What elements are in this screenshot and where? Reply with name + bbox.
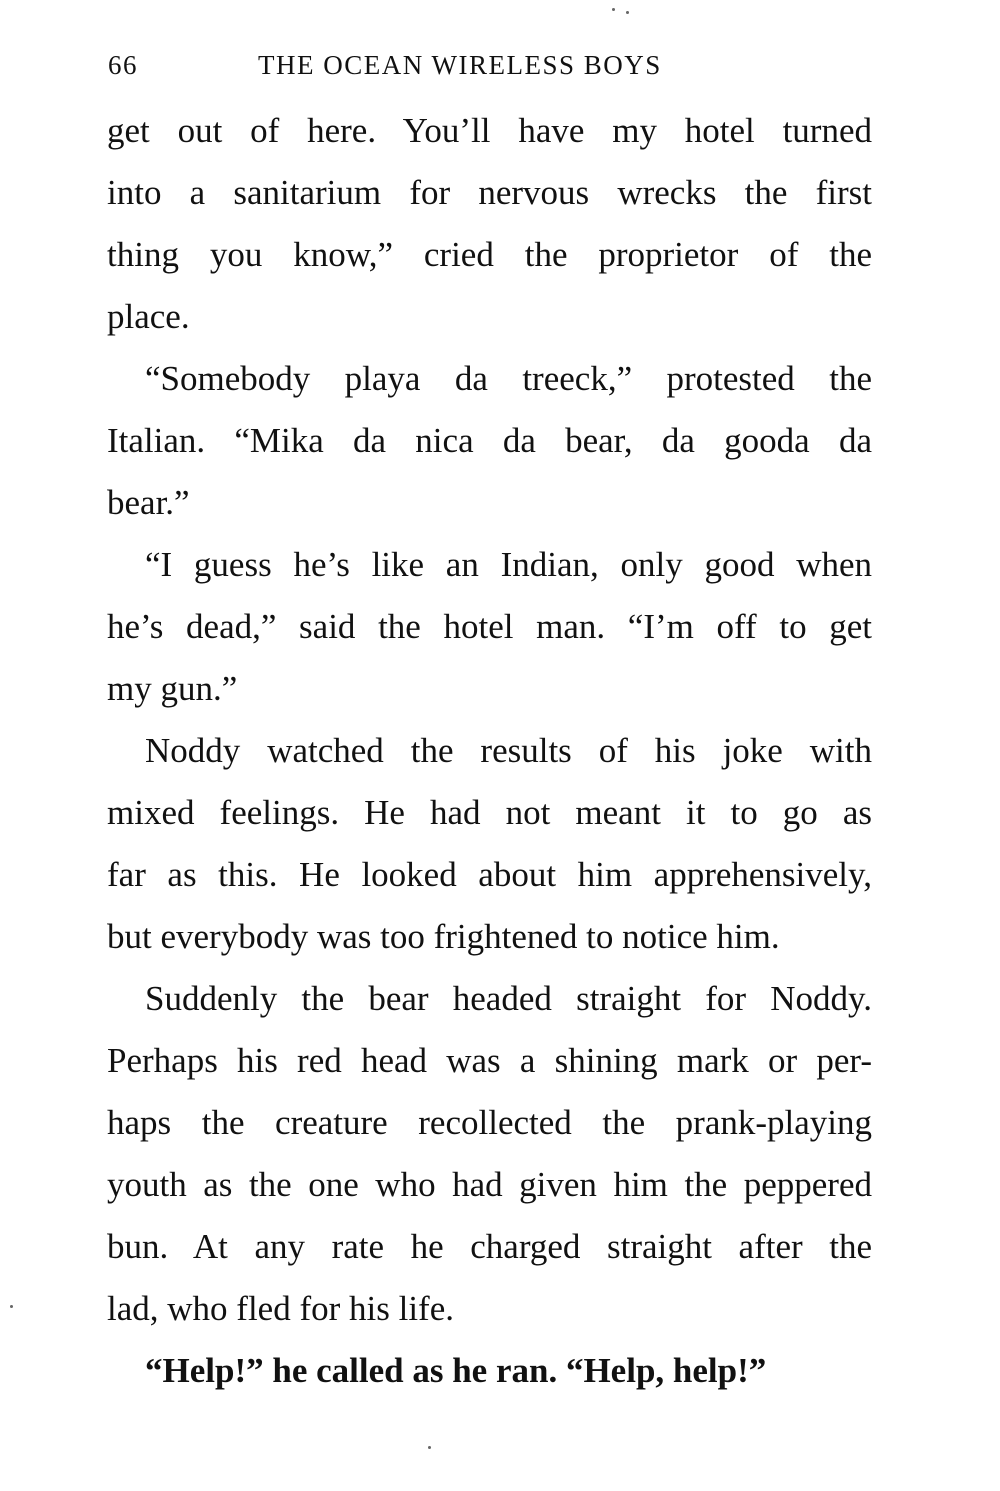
paragraph [107,100,872,348]
book-title: THE OCEAN WIRELESS BOYS [258,50,662,80]
text-line: my gun.” [107,669,238,708]
text-line: get out of here. You’ll have my hotel turned [107,111,872,150]
text-line: mixed feelings. He had not meant it to go as [107,793,872,832]
print-speck [10,1305,13,1308]
text-line: thing you know,” cried the proprietor of the [107,235,872,274]
text-line: far as this. He looked about him apprehensively, [107,855,872,894]
text-line: haps the creature recollected the prank-playing [107,1103,872,1142]
print-speck [612,8,615,11]
text-line: place. [107,297,190,336]
text-line: Noddy watched the results of his joke with [145,731,872,770]
text-line: “Somebody playa da treeck,” protested the [145,359,872,398]
paragraph [107,348,872,534]
text-line: he’s dead,” said the hotel man. “I’m off to get [107,607,872,646]
body-text [107,100,872,1402]
text-line: Perhaps his red head was a shining mark or per- [107,1041,872,1080]
page-number: 66 [108,50,138,80]
text-line: but everybody was too frightened to notice him. [107,917,780,956]
paragraph [107,968,872,1340]
text-line: bear.” [107,483,190,522]
text-line: into a sanitarium for nervous wrecks the first [107,173,872,212]
text-line: lad, who fled for his life. [107,1289,454,1328]
text-line: youth as the one who had given him the peppered [107,1165,872,1204]
text-line: “I guess he’s like an Indian, only good when [145,545,872,584]
paragraph [107,1340,872,1402]
paragraph [107,534,872,720]
print-speck [626,11,629,14]
paragraph [107,720,872,968]
text-line: Italian. “Mika da nica da bear, da gooda da [107,421,872,460]
print-speck [428,1446,431,1449]
text-line: “Help!” he called as he ran. “Help, help!” [145,1351,767,1390]
text-line: Suddenly the bear headed straight for Noddy. [145,979,872,1018]
running-header [108,50,868,90]
text-line: bun. At any rate he charged straight after the [107,1227,872,1266]
